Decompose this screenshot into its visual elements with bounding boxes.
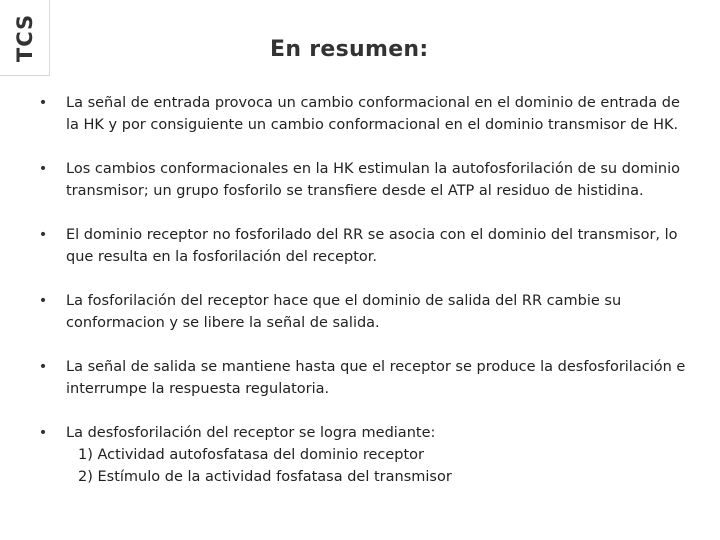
slide-title: En resumen:: [270, 37, 429, 62]
sub-item: 2) Estímulo de la actividad fosfatasa del transmisor: [78, 469, 452, 485]
bullet-point-icon: •: [38, 95, 48, 111]
bullet-item: [36, 422, 696, 488]
bullet-point-icon: •: [38, 161, 48, 177]
bullet-point-icon: •: [38, 359, 48, 375]
bullet-point-icon: •: [38, 227, 48, 243]
bullet-point-icon: •: [38, 293, 48, 309]
side-label-box: [0, 0, 50, 76]
bullet-text: El dominio receptor no fosforilado del RR se asocia con el dominio del transmisor, lo que resulta en la fosforilación del receptor.: [66, 227, 678, 265]
bullet-item: [36, 158, 696, 224]
bullet-text: Los cambios conformacionales en la HK estimulan la autofosforilación de su dominio transmisor; un grupo fosforilo se transfiere desde el ATP al residuo de histidina.: [66, 161, 681, 199]
side-label: TCS: [13, 13, 37, 63]
bullet-item: [36, 290, 696, 356]
bullet-text: La fosforilación del receptor hace que el dominio de salida del RR cambie su conformacion y se libere la señal de salida.: [66, 293, 622, 331]
bullet-item: [36, 224, 696, 290]
bullet-list: [36, 92, 696, 488]
bullet-text: La señal de salida se mantiene hasta que el receptor se produce la desfosforilación e interrumpe la respuesta regulatoria.: [66, 359, 686, 397]
sub-item: 1) Actividad autofosfatasa del dominio receptor: [78, 447, 424, 463]
bullet-point-icon: •: [38, 425, 48, 441]
bullet-item: [36, 356, 696, 422]
bullet-text: La desfosforilación del receptor se logra mediante:: [66, 425, 436, 441]
bullet-item: [36, 92, 696, 158]
bullet-text: La señal de entrada provoca un cambio conformacional en el dominio de entrada de la HK y por consiguiente un cambio conformacional en el dominio transmisor de HK.: [66, 95, 680, 133]
